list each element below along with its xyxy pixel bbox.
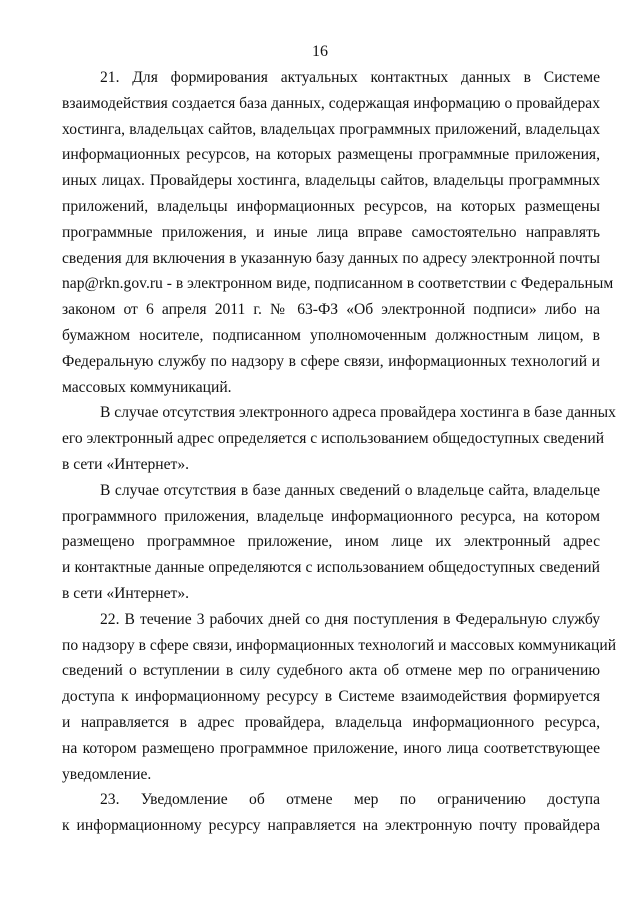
text-line: программные приложения, и иные лица вправе самостоятельно направлять bbox=[62, 223, 600, 241]
text-line: сведения для включения в указанную базу данных по адресу электронной почты bbox=[62, 249, 600, 267]
text-line: его электронный адрес определяется с использованием общедоступных сведений bbox=[62, 430, 605, 448]
paragraph-no-owner-data bbox=[62, 478, 600, 607]
paragraph-21 bbox=[62, 65, 614, 400]
text-line: массовых коммуникаций. bbox=[62, 378, 232, 396]
text-line: по надзору в сфере связи, информационных технологий и массовых коммуникаций bbox=[62, 636, 617, 654]
text-line: на котором размещено программное приложение, иного лица соответствующее bbox=[62, 739, 600, 757]
text-line: сведений о вступлении в силу судебного акта об отмене мер по ограничению bbox=[62, 662, 600, 680]
text-line: 22. В течение 3 рабочих дней со дня поступления в Федеральную службу bbox=[100, 610, 600, 628]
text-line: к информационному ресурсу направляется на электронную почту провайдера bbox=[62, 817, 600, 835]
text-line: бумажном носителе, подписанном уполномоченным должностным лицом, в bbox=[62, 326, 600, 344]
text-line: nap@rkn.gov.ru - в электронном виде, подписанном в соответствии с Федеральным bbox=[62, 275, 614, 293]
text-line: уведомление. bbox=[62, 765, 152, 783]
text-line: и направляется в адрес провайдера, владельца информационного ресурса, bbox=[62, 713, 600, 731]
paragraph-22 bbox=[62, 607, 617, 788]
text-line: В случае отсутствия электронного адреса провайдера хостинга в базе данных bbox=[100, 404, 616, 422]
text-line: в сети «Интернет». bbox=[62, 584, 190, 602]
text-line: размещено программное приложение, ином лице их электронный адрес bbox=[62, 533, 600, 551]
text-line: приложений, владельцы информационных ресурсов, на которых размещены bbox=[62, 197, 600, 215]
text-line: 23. Уведомление об отмене мер по ограничению доступа bbox=[100, 791, 600, 809]
text-line: законом от 6 апреля 2011 г. № 63-ФЗ «Об электронной подписи» либо на bbox=[62, 301, 600, 319]
text-line: Федеральную службу по надзору в сфере связи, информационных технологий и bbox=[62, 352, 600, 370]
paragraph-23 bbox=[62, 787, 600, 839]
paragraph-no-hosting-address bbox=[62, 400, 616, 477]
text-line: В случае отсутствия в базе данных сведений о владельце сайта, владельце bbox=[100, 481, 600, 499]
page-number: 16 bbox=[312, 43, 328, 60]
text-line: информационных ресурсов, на которых размещены программные приложения, bbox=[62, 146, 600, 164]
document-body bbox=[62, 65, 617, 839]
text-line: 21. Для формирования актуальных контактных данных в Системе bbox=[100, 69, 600, 86]
text-line: программного приложения, владельце информационного ресурса, на котором bbox=[62, 507, 600, 525]
text-line: и контактные данные определяются с использованием общедоступных сведений bbox=[62, 559, 600, 577]
text-line: хостинга, владельцах сайтов, владельцах программных приложений, владельцах bbox=[62, 120, 600, 138]
text-line: иных лицах. Провайдеры хостинга, владельцы сайтов, владельцы программных bbox=[62, 172, 600, 190]
text-line: в сети «Интернет». bbox=[62, 455, 190, 473]
text-line: взаимодействия создается база данных, содержащая информацию о провайдерах bbox=[62, 94, 600, 112]
text-line: доступа к информационному ресурсу в Системе взаимодействия формируется bbox=[62, 688, 600, 706]
